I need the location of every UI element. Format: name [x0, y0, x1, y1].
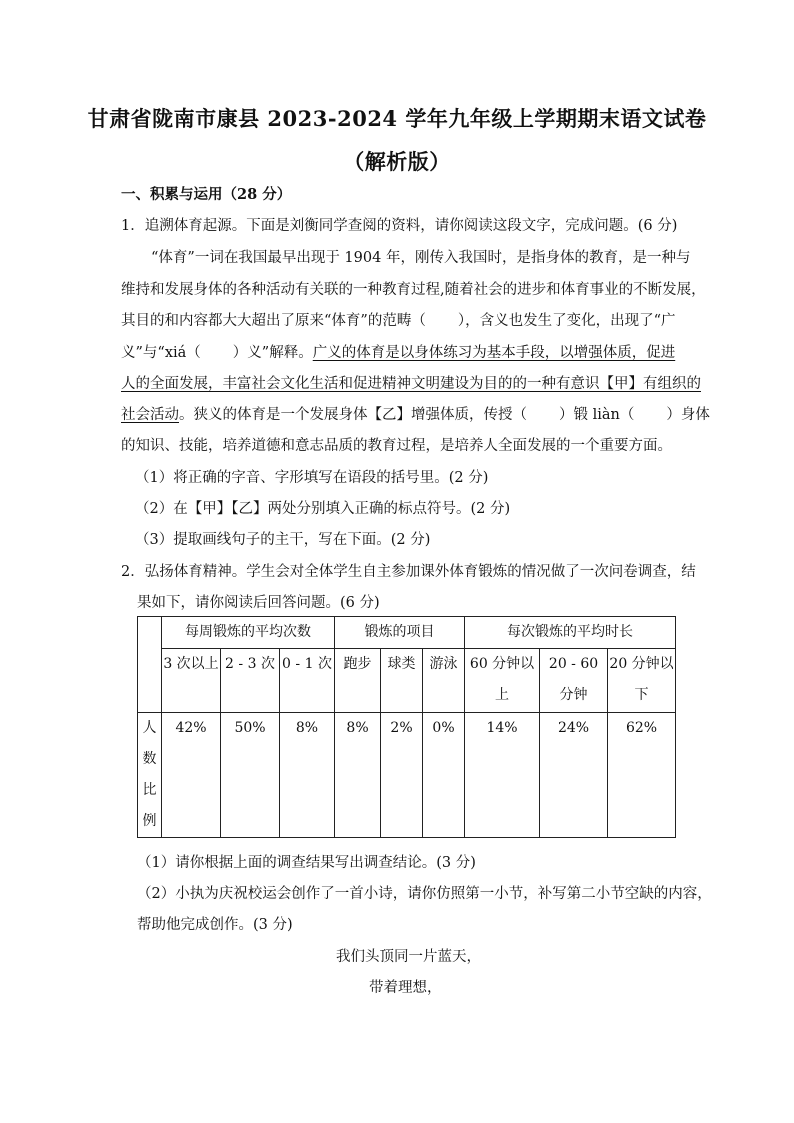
passage-line-3 [121, 311, 676, 331]
table-col-header: 60 分钟以上 [465, 649, 540, 713]
question-1-stem: 1．追溯体育起源。下面是刘衡同学查阅的资料，请你阅读这段文字，完成问题。(6 分) [121, 218, 678, 234]
sub-question-1-2: （2）在【甲】【乙】两处分别填入正确的标点符号。(2 分) [135, 501, 511, 517]
table-corner-cell [138, 617, 162, 713]
poem-line-2: 带着理想， [369, 980, 442, 996]
table-group-header: 每次锻炼的平均时长 [465, 617, 676, 649]
passage-line-4 [121, 343, 675, 363]
section-heading: 一、积累与运用（28 分） [121, 186, 292, 203]
table-col-header: 2 - 3 次 [221, 649, 280, 713]
poem-line-1: 我们头顶同一片蓝天， [336, 949, 481, 965]
table-col-header: 0 - 1 次 [280, 649, 335, 713]
table-group-header: 每周锻炼的平均次数 [162, 617, 335, 649]
survey-table [137, 616, 676, 838]
passage-line-6 [121, 405, 710, 425]
table-group-header: 锻炼的项目 [335, 617, 465, 649]
passage-line-7: 的知识、技能，培养道德和意志品质的教育过程，是培养人全面发展的一个重要方面。 [121, 438, 672, 454]
passage-text: ）锻 liàn（ [559, 407, 635, 423]
passage-text: 义”与“xiá（ [121, 345, 201, 361]
passage-text: ）身体 [666, 407, 710, 423]
table-cell: 62% [608, 713, 676, 838]
table-subheader-row [138, 649, 676, 713]
exam-subtitle: （解析版） [343, 149, 451, 174]
table-cell: 8% [335, 713, 381, 838]
table-col-header: 20 - 60 分钟 [540, 649, 608, 713]
table-cell: 14% [465, 713, 540, 838]
table-col-header: 球类 [381, 649, 423, 713]
table-row-label: 人 数 比 例 [138, 713, 162, 838]
table-col-header: 游泳 [423, 649, 465, 713]
underlined-sentence: 社会活动 [121, 407, 179, 423]
sub-question-2-1: （1）请你根据上面的调查结果写出调查结论。(3 分) [137, 855, 476, 871]
passage-text: 其目的和内容都大大超出了原来“体育”的范畴（ [121, 313, 426, 329]
exam-title: 甘肃省陇南市康县 2023-2024 学年九年级上学期期末语文试卷 [87, 106, 707, 131]
underlined-sentence: 广义的体育是以身体练习为基本手段，以增强体质，促进 [312, 345, 676, 361]
passage-line-2: 维持和发展身体的各种活动有关联的一种教育过程,随着社会的进步和体育事业的不断发展， [121, 282, 706, 298]
table-cell: 8% [280, 713, 335, 838]
question-2-stem: 2．弘扬体育精神。学生会对全体学生自主参加课外体育锻炼的情况做了一次问卷调查，结 [121, 564, 696, 580]
table-col-header: 跑步 [335, 649, 381, 713]
table-cell: 24% [540, 713, 608, 838]
table-col-header: 20 分钟以下 [608, 649, 676, 713]
passage-text: ），含义也发生了变化，出现了“广 [457, 313, 676, 329]
question-2-stem-cont: 果如下，请你阅读后回答问题。(6 分) [137, 595, 380, 611]
sub-question-2-2: （2）小执为庆祝校运会创作了一首小诗，请你仿照第一小节，补写第二小节空缺的内容， [137, 886, 712, 902]
table-cell: 42% [162, 713, 221, 838]
sub-question-1-3: （3）提取画线句子的主干，写在下面。(2 分) [135, 532, 431, 548]
table-cell: 0% [423, 713, 465, 838]
passage-line-1: “体育”一词在我国最早出现于 1904 年，刚传入我国时，是指身体的教育，是一种与 [151, 250, 691, 266]
passage-text: ）义”解释。 [232, 345, 313, 361]
sub-question-2-2-cont: 帮助他完成创作。(3 分) [137, 917, 293, 933]
table-cell: 50% [221, 713, 280, 838]
passage-line-5 [121, 374, 701, 394]
table-row [138, 713, 676, 838]
sub-question-1-1: （1）将正确的字音、字形填写在语段的括号里。(2 分) [135, 470, 489, 486]
passage-text: 。狭义的体育是一个发展身体【乙】增强体质，传授（ [179, 407, 527, 423]
underlined-sentence: 人的全面发展，丰富社会文化生活和促进精神文明建设为目的的一种有意识【甲】有组织的 [121, 376, 701, 392]
table-cell: 2% [381, 713, 423, 838]
table-col-header: 3 次以上 [162, 649, 221, 713]
table-header-row [138, 617, 676, 649]
